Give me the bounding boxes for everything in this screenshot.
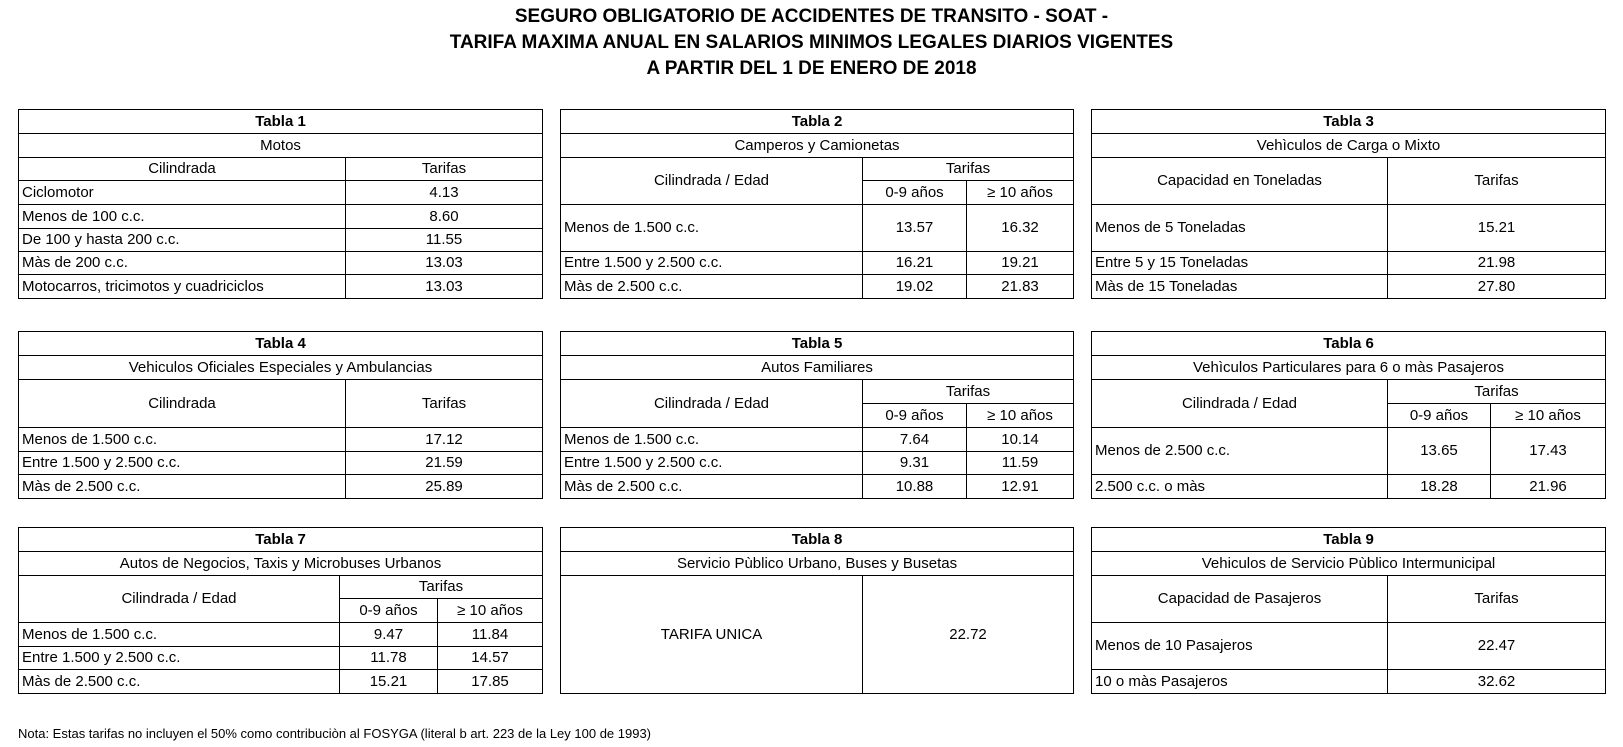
- table-number: Tabla 7: [19, 528, 543, 552]
- column-header: Tarifas: [1388, 576, 1606, 623]
- table-row: [1092, 475, 1606, 499]
- tariff-value: 15.21: [1388, 205, 1606, 252]
- document-title: [0, 4, 1623, 82]
- table-2-camperos: [560, 109, 1074, 299]
- tariff-value: 11.59: [967, 452, 1074, 475]
- column-header: Cilindrada / Edad: [561, 380, 863, 428]
- age-header: ≥ 10 años: [1491, 404, 1606, 428]
- tariff-value: 21.98: [1388, 252, 1606, 275]
- title-line-3: A PARTIR DEL 1 DE ENERO DE 2018: [646, 58, 977, 79]
- column-header: Cilindrada: [19, 158, 346, 181]
- column-header: Tarifas: [863, 158, 1074, 181]
- table-row: [19, 670, 543, 694]
- tariff-value: 10.14: [967, 428, 1074, 452]
- table-row: [1092, 275, 1606, 299]
- tariff-value: 16.32: [967, 205, 1074, 252]
- table-row: [1092, 205, 1606, 252]
- table-6-particulares: [1091, 331, 1606, 499]
- title-line-1: SEGURO OBLIGATORIO DE ACCIDENTES DE TRANSITO - SOAT -: [514, 6, 1109, 27]
- tariff-value: 17.43: [1491, 428, 1606, 475]
- column-header: Tarifas: [1388, 380, 1606, 404]
- age-header: 0-9 años: [1388, 404, 1491, 428]
- tariff-value: 12.91: [967, 475, 1074, 499]
- tariff-value: 13.03: [346, 275, 543, 299]
- tariff-value: 19.21: [967, 252, 1074, 275]
- table-row: [561, 205, 1074, 252]
- tariff-value: 16.21: [863, 252, 967, 275]
- age-header: ≥ 10 años: [967, 404, 1074, 428]
- table-name: Autos de Negocios, Taxis y Microbuses Urbanos: [19, 552, 543, 576]
- tariff-value: 19.02: [863, 275, 967, 299]
- row-label: Menos de 2.500 c.c.: [1092, 428, 1388, 475]
- table-row: [19, 475, 543, 499]
- row-label: TARIFA UNICA: [561, 576, 863, 694]
- row-label: Entre 1.500 y 2.500 c.c.: [19, 452, 346, 475]
- tariff-value: 32.62: [1388, 670, 1606, 694]
- row-label: Entre 5 y 15 Toneladas: [1092, 252, 1388, 275]
- table-row: [19, 623, 543, 647]
- column-header: Capacidad de Pasajeros: [1092, 576, 1388, 623]
- table-number: Tabla 6: [1092, 332, 1606, 356]
- table-name: Autos Familiares: [561, 356, 1074, 380]
- table-name: Camperos y Camionetas: [561, 134, 1074, 158]
- table-number: Tabla 9: [1092, 528, 1606, 552]
- table-row: [19, 252, 543, 275]
- table-row: [19, 229, 543, 252]
- table-name: Vehìculos de Carga o Mixto: [1092, 134, 1606, 158]
- table-row: [1092, 252, 1606, 275]
- tariff-value: 10.88: [863, 475, 967, 499]
- tariff-value: 9.47: [340, 623, 438, 647]
- tariff-value: 25.89: [346, 475, 543, 499]
- column-header: Tarifas: [863, 380, 1074, 404]
- table-name: Motos: [19, 134, 543, 158]
- row-label: 2.500 c.c. o màs: [1092, 475, 1388, 499]
- column-header: Tarifas: [1388, 158, 1606, 205]
- tariff-value: 17.12: [346, 428, 543, 452]
- table-row: [1092, 670, 1606, 694]
- age-header: 0-9 años: [340, 599, 438, 623]
- row-label: Màs de 15 Toneladas: [1092, 275, 1388, 299]
- table-row: [19, 275, 543, 299]
- row-label: Menos de 10 Pasajeros: [1092, 623, 1388, 670]
- table-1-motos: [18, 109, 543, 299]
- row-label: Motocarros, tricimotos y cuadriciclos: [19, 275, 346, 299]
- tariff-value: 11.55: [346, 229, 543, 252]
- column-header: Tarifas: [346, 158, 543, 181]
- row-label: Menos de 1.500 c.c.: [561, 428, 863, 452]
- table-name: Vehiculos de Servicio Pùblico Intermunicipal: [1092, 552, 1606, 576]
- tariff-value: 13.65: [1388, 428, 1491, 475]
- table-9-intermunicipal: [1091, 527, 1606, 694]
- tariff-value: 17.85: [438, 670, 543, 694]
- column-header: Cilindrada / Edad: [19, 576, 340, 623]
- age-header: ≥ 10 años: [967, 181, 1074, 205]
- table-name: Vehiculos Oficiales Especiales y Ambulancias: [19, 356, 543, 380]
- row-label: Entre 1.500 y 2.500 c.c.: [561, 452, 863, 475]
- row-label: De 100 y hasta 200 c.c.: [19, 229, 346, 252]
- tariff-value: 13.03: [346, 252, 543, 275]
- row-label: Màs de 2.500 c.c.: [19, 475, 346, 499]
- row-label: Màs de 2.500 c.c.: [19, 670, 340, 694]
- row-label: Menos de 100 c.c.: [19, 205, 346, 229]
- table-row: [1092, 623, 1606, 670]
- table-row: [561, 475, 1074, 499]
- tariff-value: 8.60: [346, 205, 543, 229]
- table-row: [19, 452, 543, 475]
- row-label: 10 o màs Pasajeros: [1092, 670, 1388, 694]
- column-header: Capacidad en Toneladas: [1092, 158, 1388, 205]
- table-number: Tabla 3: [1092, 110, 1606, 134]
- tariff-value: 21.83: [967, 275, 1074, 299]
- column-header: Cilindrada: [19, 380, 346, 428]
- tariff-value: 14.57: [438, 647, 543, 670]
- tariff-value: 15.21: [340, 670, 438, 694]
- tariff-value: 11.78: [340, 647, 438, 670]
- tariff-value: 4.13: [346, 181, 543, 205]
- table-row: [561, 576, 1074, 694]
- row-label: Menos de 1.500 c.c.: [561, 205, 863, 252]
- row-label: Entre 1.500 y 2.500 c.c.: [561, 252, 863, 275]
- tariff-value: 21.59: [346, 452, 543, 475]
- table-row: [561, 428, 1074, 452]
- table-name: Vehìculos Particulares para 6 o màs Pasajeros: [1092, 356, 1606, 380]
- table-row: [561, 252, 1074, 275]
- table-number: Tabla 1: [19, 110, 543, 134]
- row-label: Menos de 1.500 c.c.: [19, 428, 346, 452]
- column-header: Tarifas: [340, 576, 543, 599]
- table-5-familiares: [560, 331, 1074, 499]
- column-header: Cilindrada / Edad: [1092, 380, 1388, 428]
- tariff-value: 22.72: [863, 576, 1074, 694]
- row-label: Màs de 2.500 c.c.: [561, 275, 863, 299]
- title-line-2: TARIFA MAXIMA ANUAL EN SALARIOS MINIMOS LEGALES DIARIOS VIGENTES: [449, 32, 1174, 53]
- tariff-value: 13.57: [863, 205, 967, 252]
- table-8-servicio-urbano: [560, 527, 1074, 694]
- table-row: [561, 275, 1074, 299]
- row-label: Màs de 200 c.c.: [19, 252, 346, 275]
- table-number: Tabla 2: [561, 110, 1074, 134]
- tariff-value: 18.28: [1388, 475, 1491, 499]
- row-label: Menos de 5 Toneladas: [1092, 205, 1388, 252]
- table-row: [19, 205, 543, 229]
- age-header: 0-9 años: [863, 181, 967, 205]
- column-header: Tarifas: [346, 380, 543, 428]
- row-label: Ciclomotor: [19, 181, 346, 205]
- table-number: Tabla 8: [561, 528, 1074, 552]
- tariff-value: 7.64: [863, 428, 967, 452]
- tariff-value: 27.80: [1388, 275, 1606, 299]
- row-label: Màs de 2.500 c.c.: [561, 475, 863, 499]
- table-number: Tabla 4: [19, 332, 543, 356]
- column-header: Cilindrada / Edad: [561, 158, 863, 205]
- tariff-value: 21.96: [1491, 475, 1606, 499]
- table-4-oficiales: [18, 331, 543, 499]
- table-number: Tabla 5: [561, 332, 1074, 356]
- tariff-value: 11.84: [438, 623, 543, 647]
- table-3-carga: [1091, 109, 1606, 299]
- age-header: 0-9 años: [863, 404, 967, 428]
- table-row: [1092, 428, 1606, 475]
- age-header: ≥ 10 años: [438, 599, 543, 623]
- tariff-value: 9.31: [863, 452, 967, 475]
- tariff-value: 22.47: [1388, 623, 1606, 670]
- table-row: [19, 428, 543, 452]
- table-row: [19, 181, 543, 205]
- table-row: [561, 452, 1074, 475]
- table-row: [19, 647, 543, 670]
- table-7-negocios: [18, 527, 543, 694]
- footnote: Nota: Estas tarifas no incluyen el 50% como contribuciòn al FOSYGA (literal b art. 223 de la Ley 100 de 1993): [18, 726, 652, 741]
- row-label: Entre 1.500 y 2.500 c.c.: [19, 647, 340, 670]
- table-name: Servicio Pùblico Urbano, Buses y Busetas: [561, 552, 1074, 576]
- row-label: Menos de 1.500 c.c.: [19, 623, 340, 647]
